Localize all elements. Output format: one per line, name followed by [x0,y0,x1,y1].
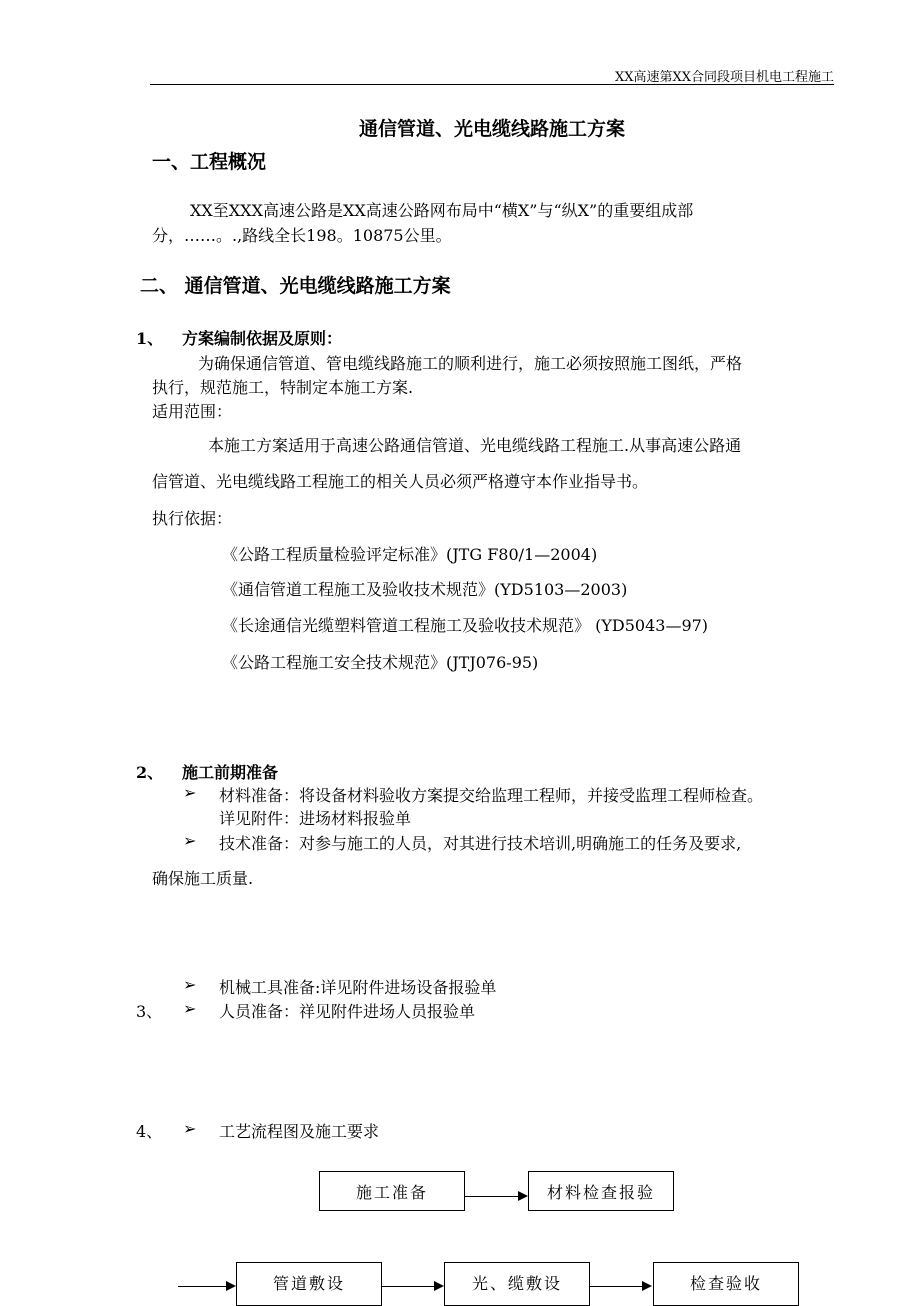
flow-box-cable-laying: 光、缆敷设 [444,1262,590,1306]
item1-paragraph-line1: 为确保通信管道、管电缆线路施工的顺利进行，施工必须按照施工图纸，严格 [198,354,743,373]
scope-label: 适用范围： [152,402,233,421]
standard-item: 《公路工程质量检验评定标准》(JTG F80/1—2004) [222,545,598,564]
item4-number: 4、 [136,1122,163,1141]
item1-paragraph-line2: 执行，规范施工，特制定本施工方案. [152,378,414,397]
standard-item: 《通信管道工程施工及验收技术规范》(YD5103—2003) [222,580,628,599]
item1-title: 方案编制依据及原则： [182,329,343,348]
section2-heading: 二、 通信管道、光电缆线路施工方案 [140,275,451,297]
section1-heading: 一、工程概况 [152,151,267,173]
bullet-arrow-icon: ➢ [183,999,197,1018]
arrow-right-icon [518,1191,528,1201]
bullet-arrow-icon: ➢ [183,831,197,850]
material-prep-line1: 材料准备：将设备材料验收方案提交给监理工程师，并接受监理工程师检查。 [219,786,764,805]
arrow-right-icon [226,1281,236,1291]
tech-prep-line2: 确保施工质量. [152,869,254,888]
tech-prep-line1: 技术准备：对参与施工的人员，对其进行技术培训,明确施工的任务及要求, [219,834,742,853]
basis-label: 执行依据： [152,509,233,528]
flow-arrow-line [382,1286,435,1287]
flow-arrow-line [590,1286,643,1287]
personnel-prep: 人员准备：祥见附件进场人员报验单 [219,1002,476,1021]
flow-box-construction-prep: 施工准备 [319,1171,465,1211]
item3-number: 3、 [136,1002,163,1021]
process-flow-label: 工艺流程图及施工要求 [219,1122,380,1141]
scope-line2: 信管道、光电缆线路工程施工的相关人员必须严格遵守本作业指导书。 [152,472,649,491]
flow-arrow-line [178,1286,227,1287]
bullet-arrow-icon: ➢ [183,975,197,994]
standard-item: 《长途通信光缆塑料管道工程施工及验收技术规范》 (YD5043—97) [222,616,709,635]
section1-paragraph-line1: XX至XXX高速公路是XX高速公路网布局中“横X”与“纵X”的重要组成部 [190,201,694,220]
flow-arrow-line [465,1196,519,1197]
item2-title: 施工前期准备 [182,763,279,782]
scope-line1: 本施工方案适用于高速公路通信管道、光电缆线路工程施工.从事高速公路通 [208,436,742,455]
bullet-arrow-icon: ➢ [183,783,197,802]
arrow-right-icon [434,1281,444,1291]
flow-box-inspection-acceptance: 检查验收 [653,1262,799,1306]
item1-number: 1、 [136,329,164,348]
flow-box-material-inspection: 材料检查报验 [528,1171,674,1211]
flow-box-pipeline-laying: 管道敷设 [236,1262,382,1306]
page-header: XX高速第XX合同段项目机电工程施工 [614,70,834,85]
material-prep-line2: 详见附件：进场材料报验单 [219,809,412,828]
document-title: 通信管道、光电缆线路施工方案 [358,118,625,140]
bullet-arrow-icon: ➢ [183,1119,197,1138]
section1-paragraph-line2: 分，……。.,路线全长198。10875公里。 [152,226,452,245]
arrow-right-icon [642,1281,652,1291]
header-rule [150,84,834,85]
standard-item: 《公路工程施工安全技术规范》(JTJ076-95) [222,653,539,672]
item2-number: 2、 [136,763,164,782]
machine-prep: 机械工具准备:详见附件进场设备报验单 [219,978,497,997]
